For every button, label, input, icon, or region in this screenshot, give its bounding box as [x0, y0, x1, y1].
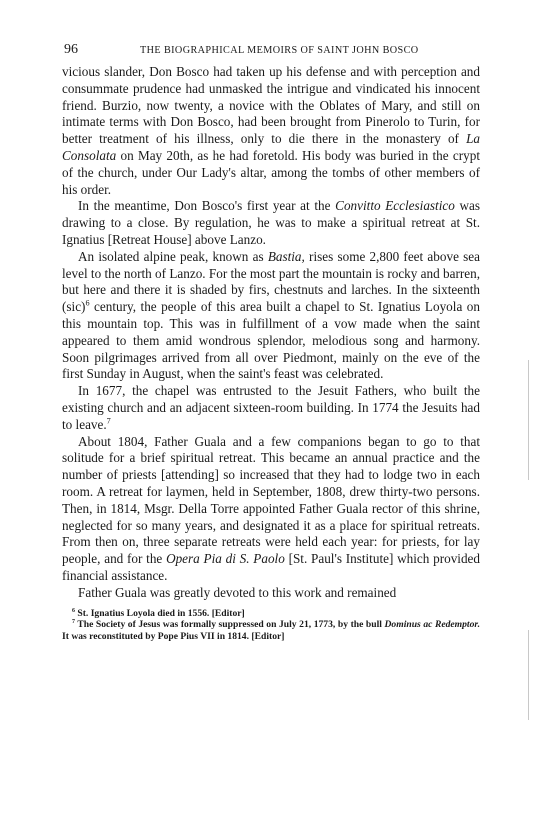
- footnote-ref: 7: [72, 618, 75, 625]
- text-run: About 1804, Father Guala and a few companions began to go to that solitude for a brief spiritual retreat. This became an annual practice and the number of priests [attending] so increased that they had to lodge two in each room. A retreat for laymen, held in September, 1808, drew thirty-two persons. Then, in 1814, Msgr. Della Torre appointed Father Guala rector of this shrine, neglected for so many years, and designated it as a place for spiritual retreats. From then on, three separate retreats were held each year: for priests, for lay people, and for the: [62, 433, 480, 567]
- text-run: century, the people of this area built a chapel to St. Ignatius Loyola on this mountain top. This was in fulfillment of a vow made when the saint appeared to them amid wondrous splendor, melodious song and harmony. Soon pilgrimages arrived from all over Piedmont, mainly on the eve of the first Sunday in August, when the saint's feast was celebrated.: [62, 299, 480, 382]
- text-run: vicious slander, Don Bosco had taken up his defense and with perception and consummate prudence had unmasked the intrigue and vindicated his innocent friend. Burzio, now twenty, a novice with the Oblates of Mary, and still on intimate terms with Don Bosco, had been brought from Pinerolo to Turin, for better treatment of his illness, only to die there in the monastery of: [62, 64, 480, 147]
- italic-text: Convitto Ecclesiastico: [335, 198, 455, 214]
- scan-edge-mark: [528, 360, 529, 480]
- text-run: Father Guala was greatly devoted to this work and remained: [78, 584, 397, 600]
- paragraph: [62, 383, 480, 433]
- text-run: on May 20th, as he had foretold. His body was buried in the crypt of the church, under Our Lady's altar, among the tombs of other members of his order.: [62, 147, 480, 197]
- page-header: [62, 40, 480, 60]
- footnote-ref: 6: [72, 607, 75, 614]
- text-run: In the meantime, Don Bosco's first year at the: [78, 198, 336, 214]
- paragraph: [62, 64, 480, 198]
- footnote: [62, 619, 480, 642]
- paragraph: [62, 249, 480, 383]
- text-run: It was reconstituted by Pope Pius VII in 1814. [Editor]: [62, 630, 285, 642]
- text-run: [St. Paul's Institute] which provided financial assistance.: [62, 551, 480, 583]
- italic-text: Bastia,: [267, 248, 305, 264]
- footnote-ref: 6: [85, 298, 90, 308]
- paragraph: [62, 434, 480, 585]
- text-run: An isolated alpine peak, known as: [78, 248, 268, 264]
- paragraph: [62, 198, 480, 248]
- body-text: [62, 64, 480, 602]
- paragraph: [62, 585, 480, 602]
- scan-edge-mark: [528, 630, 529, 720]
- footnote: [62, 608, 480, 620]
- footnote-ref: 7: [106, 416, 111, 426]
- text-run: was drawing to a close. By regulation, he was to make a spiritual retreat at St. Ignatius [Retreat House] above Lanzo.: [62, 198, 481, 247]
- book-page: [62, 40, 480, 642]
- text-run: St. Ignatius Loyola died in 1556. [Editor]: [74, 607, 245, 619]
- text-run: rises some 2,800 feet above sea level to the north of Lanzo. For the most part the mountain is rocky and barren, but here and there it is shaded by firs, chestnuts and larches. In the sixteenth (sic): [62, 248, 480, 315]
- footnotes: [62, 608, 480, 643]
- running-head: THE BIOGRAPHICAL MEMOIRS OF SAINT JOHN BOSCO: [140, 45, 419, 56]
- page-number: 96: [64, 42, 78, 57]
- text-run: The Society of Jesus was formally suppressed on July 21, 1773, by the bull: [74, 619, 385, 630]
- italic-text: Dominus ac Redemptor.: [384, 619, 480, 630]
- italic-text: La Consolata: [62, 131, 480, 163]
- italic-text: Opera Pia di S. Paolo: [166, 551, 285, 567]
- text-run: In 1677, the chapel was entrusted to the Jesuit Fathers, who built the existing church and an adjacent sixteen-room building. In 1774 the Jesuits had to leave.: [62, 383, 480, 432]
